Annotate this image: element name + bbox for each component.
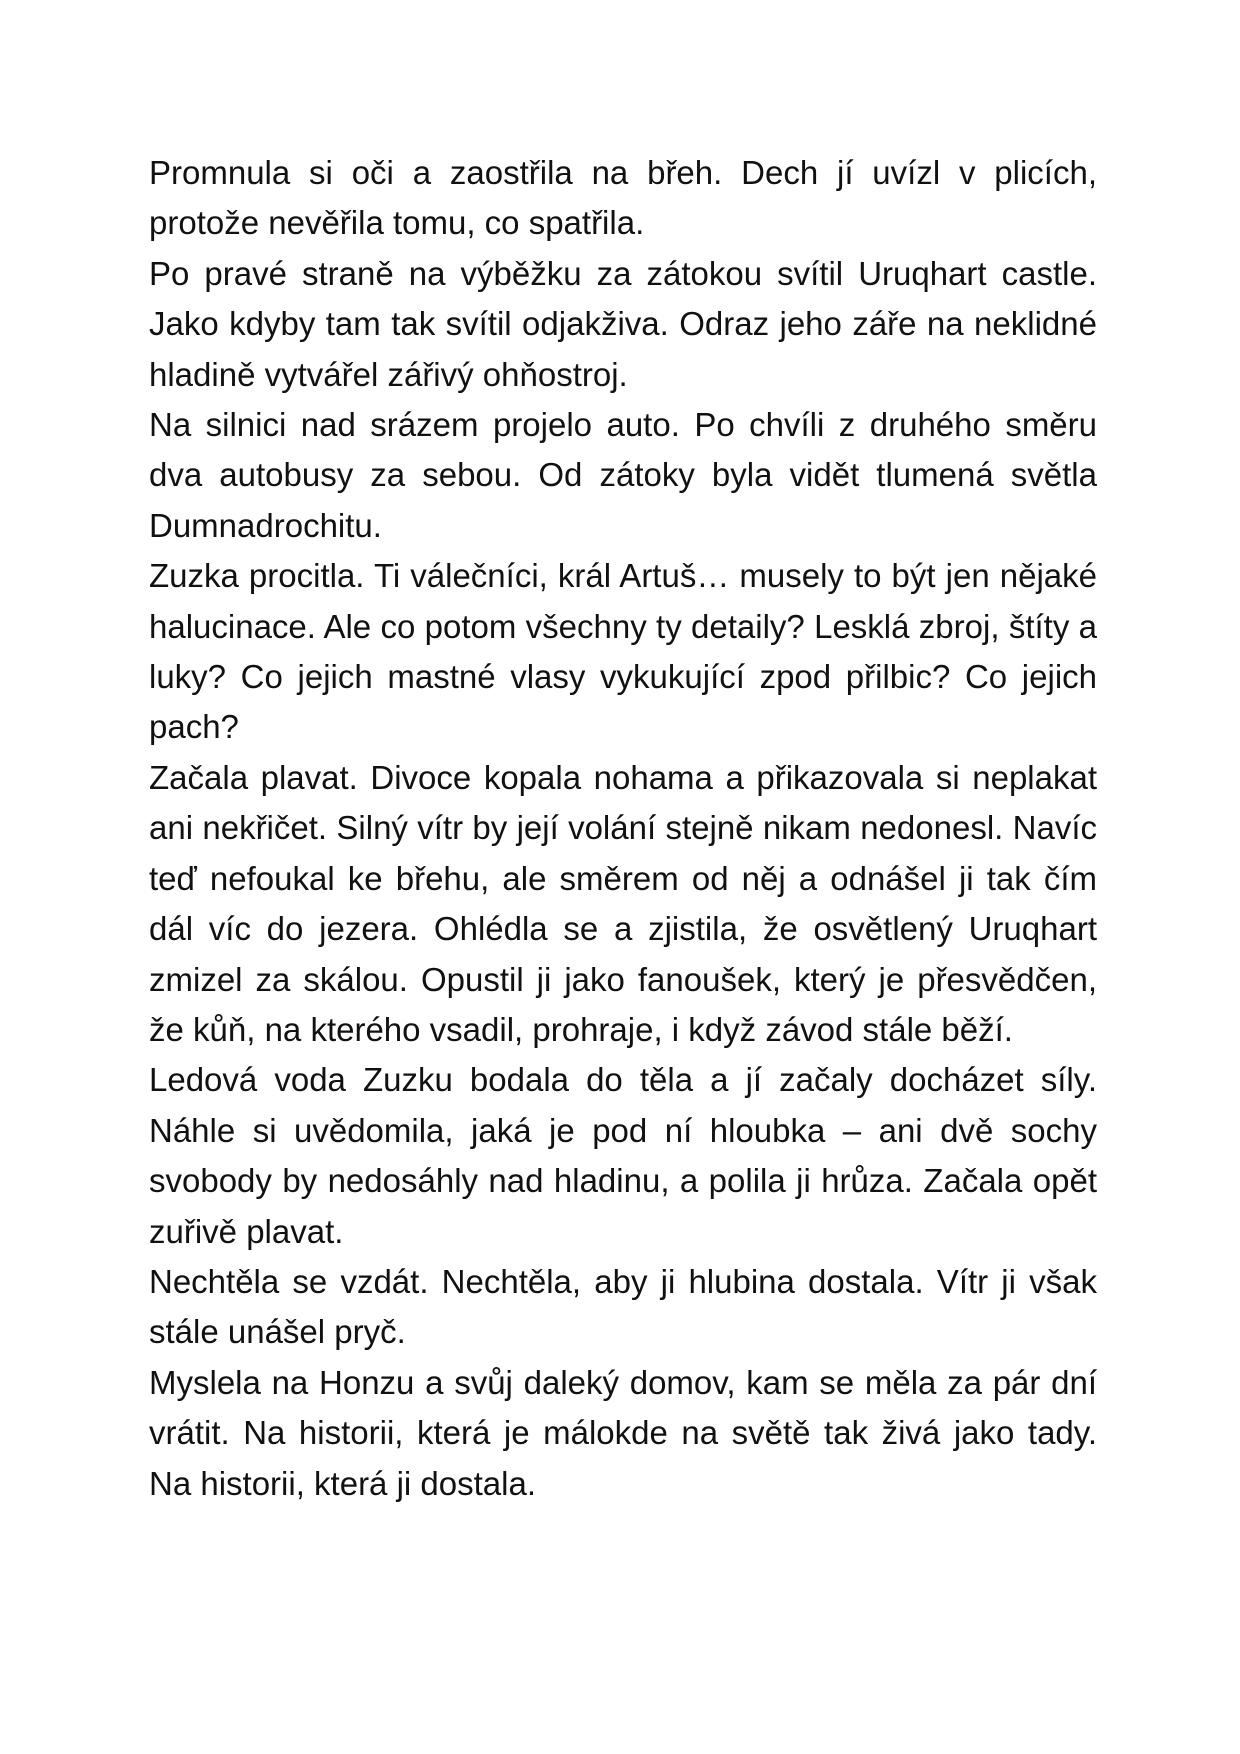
paragraph: Po pravé straně na výběžku za zátokou svítil Uruqhart castle. Jako kdyby tam tak svítil odjakživa. Odraz jeho záře na neklidné hladině vytvářel zářivý ohňostroj. bbox=[149, 254, 1097, 393]
paragraph: Nechtěla se vzdát. Nechtěla, aby ji hlubina dostala. Vítr ji však stále unášel pryč. bbox=[149, 1262, 1097, 1351]
paragraph: Začala plavat. Divoce kopala nohama a přikazovala si neplakat ani nekřičet. Silný vítr by její volání stejně nikam nedonesl. Navíc teď nefoukal ke břehu, ale směrem od něj a odnášel ji tak čím dál víc do jezera. Ohlédla se a zjistila, že osvětlený Uruqhart zmizel za skálou. Opustil ji jako fanoušek, který je přesvědčen, že kůň, na kterého vsadil, prohraje, i když závod stále běží. bbox=[149, 758, 1097, 1048]
paragraph: Myslela na Honzu a svůj daleký domov, kam se měla za pár dní vrátit. Na historii, která je málokde na světě tak živá jako tady. Na historii, která ji dostala. bbox=[149, 1363, 1097, 1502]
story-text bbox=[149, 148, 1097, 1509]
paragraph: Promnula si oči a zaostřila na břeh. Dech jí uvízl v plicích, protože nevěřila tomu, co spatřila. bbox=[149, 154, 1097, 242]
paragraph: Na silnici nad srázem projelo auto. Po chvíli z druhého směru dva autobusy za sebou. Od zátoky byla vidět tlumená světla Dumnadrochitu. bbox=[149, 406, 1097, 544]
paragraph: Ledová voda Zuzku bodala do těla a jí začaly docházet síly. Náhle si uvědomila, jaká je pod ní hloubka – ani dvě sochy svobody by nedosáhly nad hladinu, a polila ji hrůza. Začala opět zuřivě plavat. bbox=[149, 1061, 1097, 1250]
paragraph: Zuzka procitla. Ti válečníci, král Artuš… musely to být jen nějaké halucinace. Ale co potom všechny ty detaily? Lesklá zbroj, štíty a luky? Co jejich mastné vlasy vykukující zpod přilbic? Co jejich pach? bbox=[149, 557, 1097, 746]
